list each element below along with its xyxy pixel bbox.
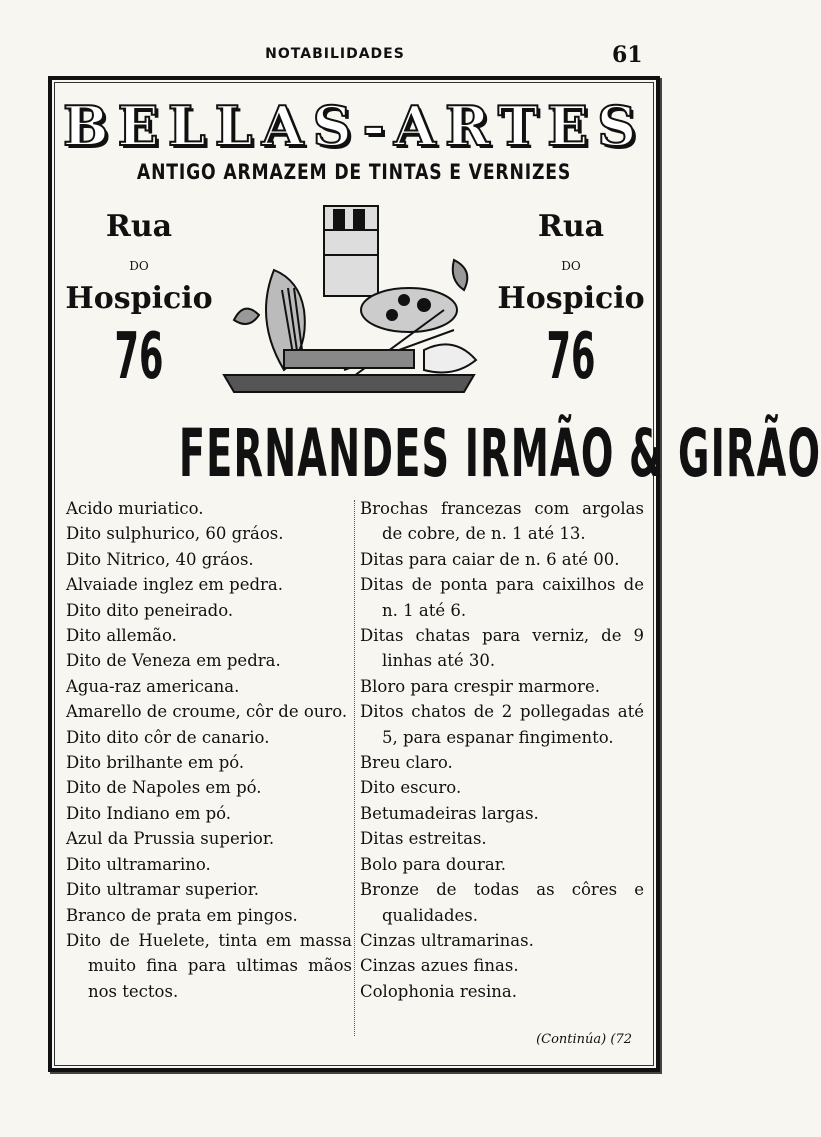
list-item: Dito sulphurico, 60 gráos. xyxy=(66,524,284,544)
list-item: Colophonia resina. xyxy=(360,981,517,1001)
product-list xyxy=(66,496,648,1044)
list-item: Dito ultramarino. xyxy=(66,854,211,874)
list-item: Brochas francezas com argolas de cobre, de n. 1 até 13. xyxy=(360,499,644,544)
address-preposition: DO xyxy=(129,259,149,273)
running-title: NOTABILIDADES xyxy=(265,46,405,62)
address-left xyxy=(54,210,224,392)
address-name: Hospicio xyxy=(65,281,213,316)
address-right xyxy=(486,210,656,392)
firm-name: FERNANDES IRMÃO & GIRÃO xyxy=(178,415,821,492)
list-item: Ditas estreitas. xyxy=(360,829,487,849)
list-item: Ditas de ponta para caixilhos de n. 1 até 6. xyxy=(360,575,644,620)
list-item: Dito de Napoles em pó. xyxy=(66,778,262,798)
list-item: Dito brilhante em pó. xyxy=(66,753,245,773)
list-item: Dito dito peneirado. xyxy=(66,600,234,620)
list-item: Cinzas ultramarinas. xyxy=(360,930,534,950)
list-item: Bolo para dourar. xyxy=(360,854,507,874)
list-item: Bronze de todas as côres e qualidades. xyxy=(360,880,644,925)
list-item: Acido muriatico. xyxy=(66,499,204,518)
running-head xyxy=(0,44,747,68)
list-item: Dito allemão. xyxy=(66,626,177,646)
list-item: Dito de Veneza em pedra. xyxy=(66,651,281,671)
address-street: Rua xyxy=(537,209,605,244)
list-item: Cinzas azues finas. xyxy=(360,956,519,976)
list-item: Agua-raz americana. xyxy=(66,676,240,696)
column-divider xyxy=(354,500,356,1036)
address-number: 76 xyxy=(114,320,164,394)
list-item: Dito Indiano em pó. xyxy=(66,803,232,823)
banner-title: BELLAS-ARTES xyxy=(62,94,646,158)
subtitle: ANTIGO ARMAZEM DE TINTAS E VERNIZES xyxy=(136,160,572,184)
page-number: 61 xyxy=(612,42,643,68)
list-item: Breu claro. xyxy=(360,753,453,773)
list-item: Alvaiade inglez em pedra. xyxy=(66,575,283,595)
list-item: Dito de Huelete, tinta em massa muito fina para ultimas mãos nos tectos. xyxy=(66,930,352,1001)
continued-note: (Continúa) (72 xyxy=(536,1032,632,1047)
address-street: Rua xyxy=(105,209,173,244)
list-item: Bloro para crespir marmore. xyxy=(360,676,600,696)
list-item: Amarello de croume, côr de ouro. xyxy=(66,702,348,722)
list-item: Branco de prata em pingos. xyxy=(66,905,298,925)
product-column-right xyxy=(360,496,644,1004)
list-item: Dito dito côr de canario. xyxy=(66,727,270,747)
product-column-left xyxy=(66,496,352,1004)
list-item: Ditas chatas para verniz, de 9 linhas até 30. xyxy=(360,626,644,671)
list-item: Ditos chatos de 2 pollegadas até 5, para espanar fingimento. xyxy=(360,702,644,747)
address-preposition: DO xyxy=(561,259,581,273)
list-item: Dito ultramar superior. xyxy=(66,880,260,900)
list-item: Ditas para caiar de n. 6 até 00. xyxy=(360,549,620,569)
arts-emblem-illustration xyxy=(214,200,484,396)
address-name: Hospicio xyxy=(497,281,645,316)
list-item: Betumadeiras largas. xyxy=(360,803,539,823)
list-item: Dito escuro. xyxy=(360,778,462,798)
advertisement-frame xyxy=(48,76,821,1072)
address-number: 76 xyxy=(546,320,596,394)
list-item: Azul da Prussia superior. xyxy=(66,829,275,849)
list-item: Dito Nitrico, 40 gráos. xyxy=(66,549,254,569)
